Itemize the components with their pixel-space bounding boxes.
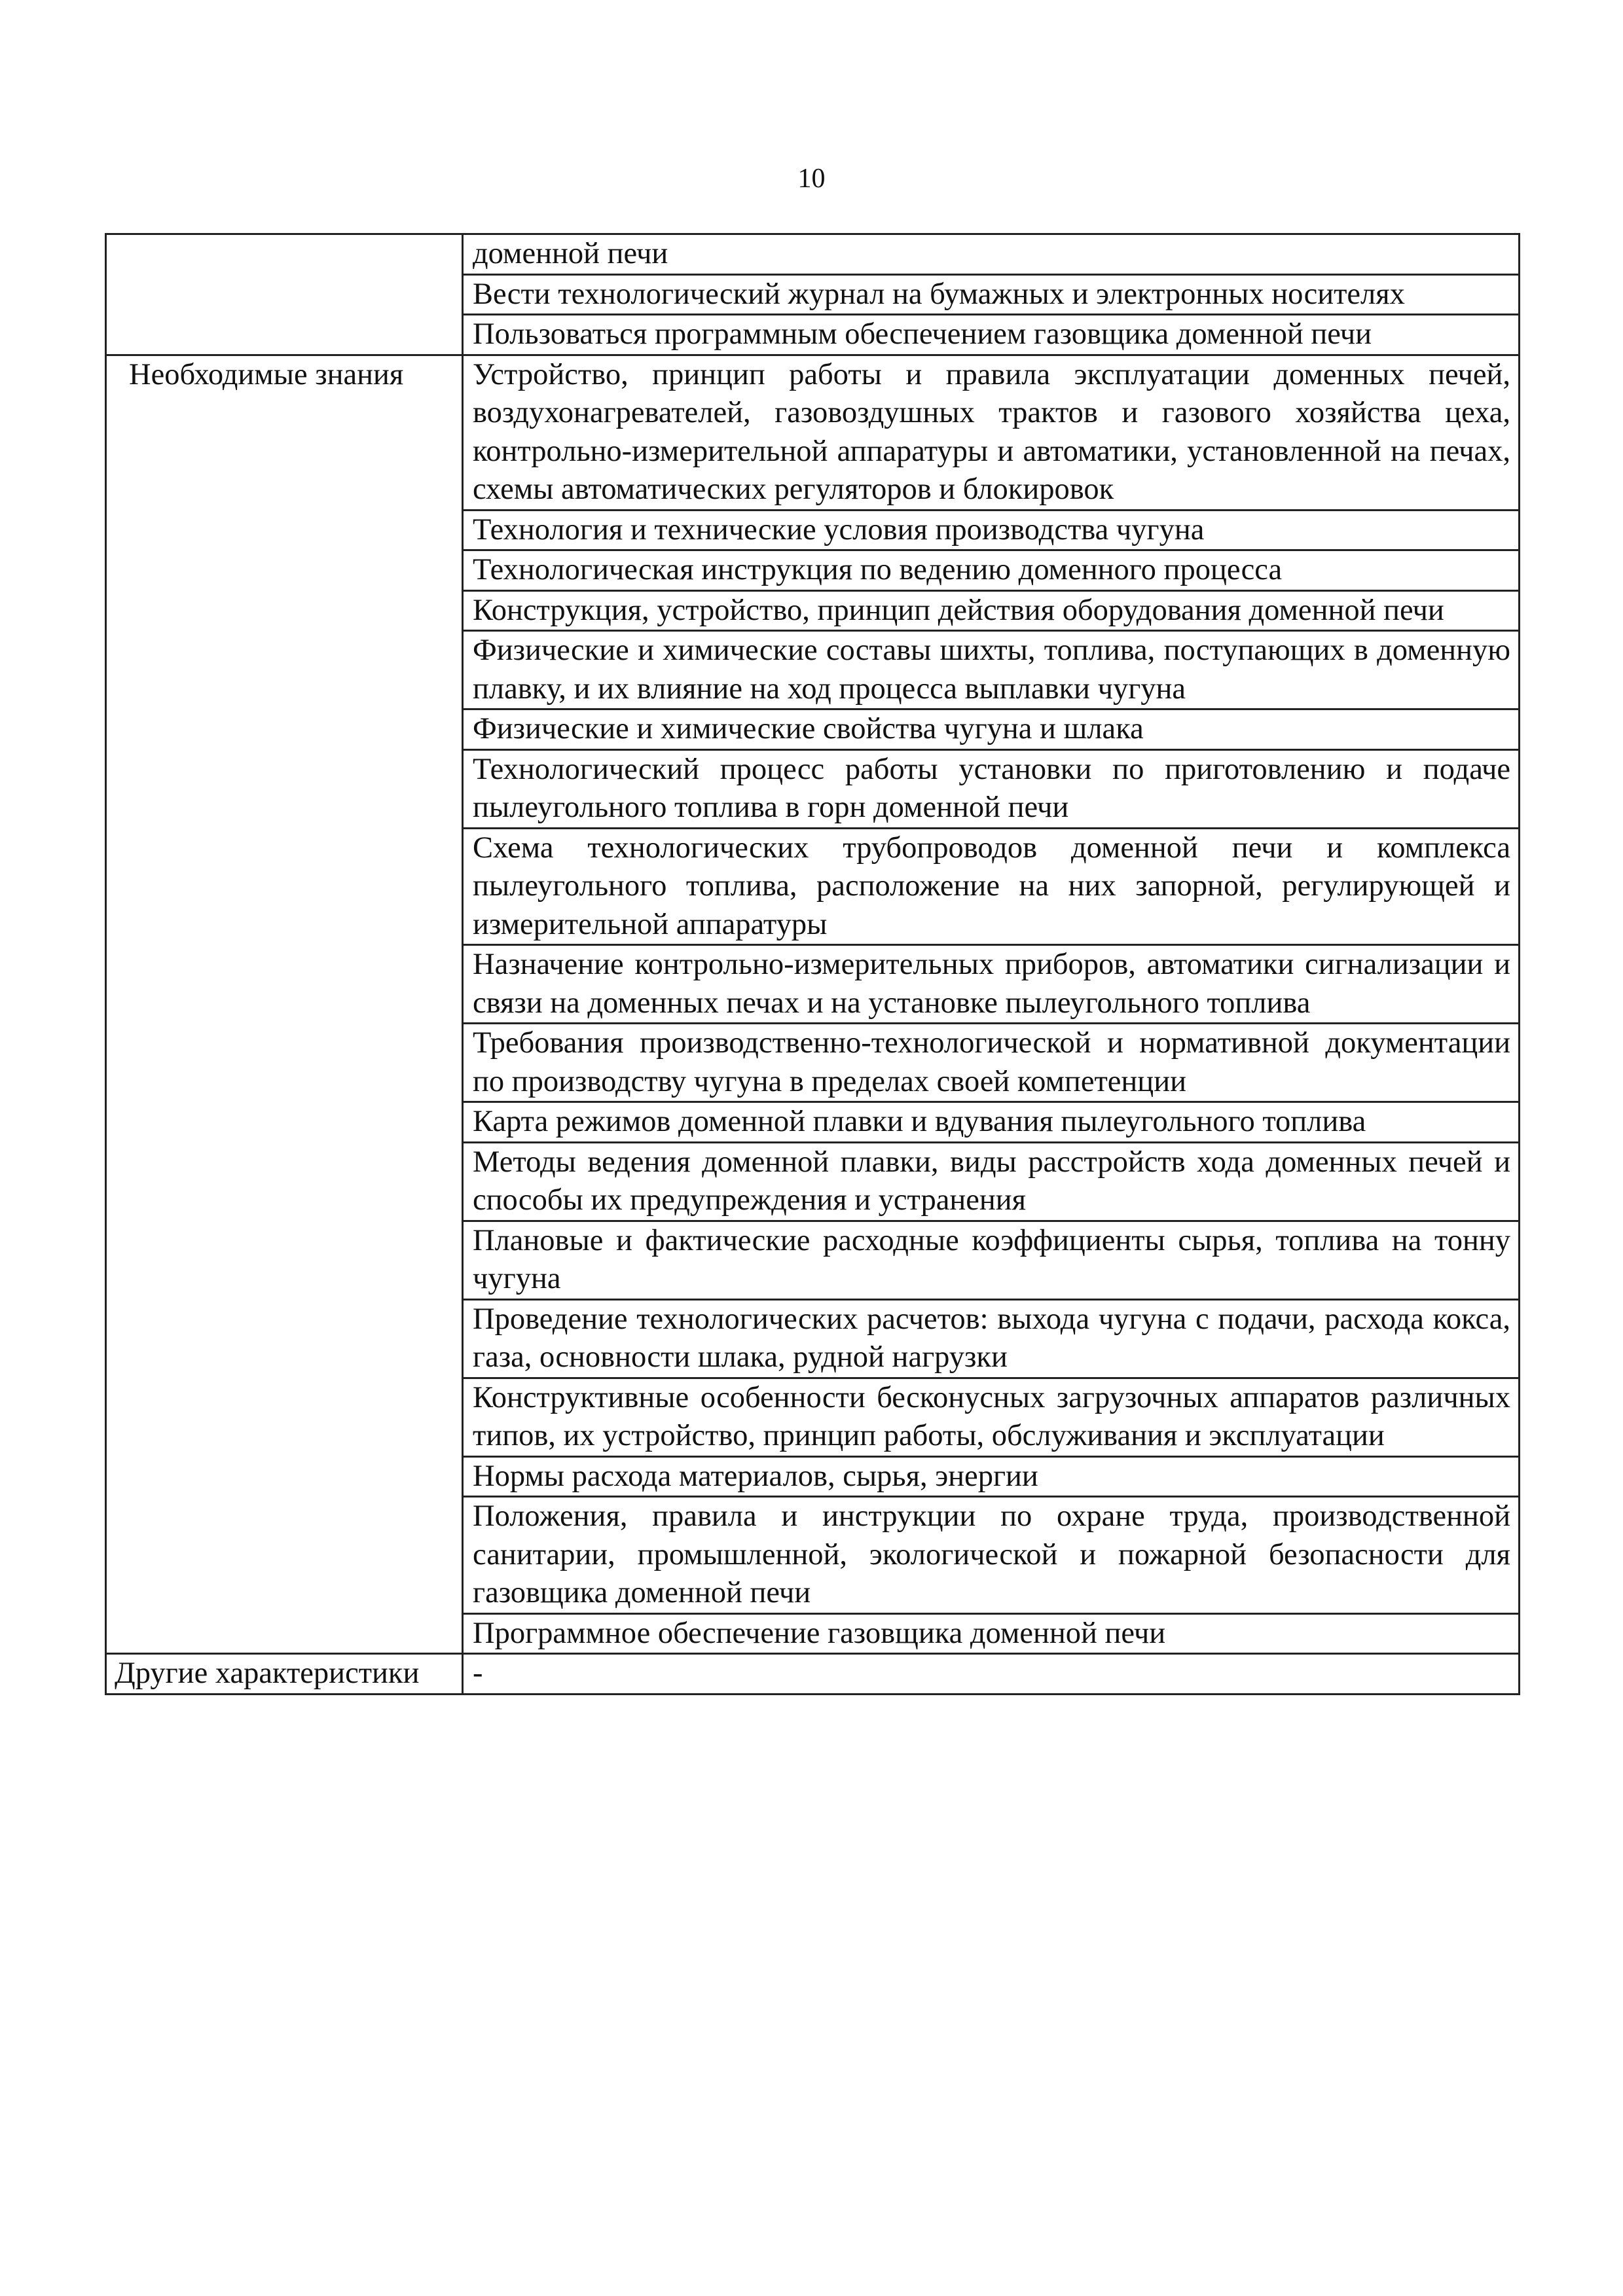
skill-cell: Пользоваться программным обеспечением газовщика доменной печи — [463, 315, 1520, 355]
knowledge-item: Технологическая инструкция по ведению доменного процесса — [463, 550, 1520, 591]
knowledge-item: Назначение контрольно-измерительных приборов, автоматики сигнализации и связи на доменных печах и на установке пылеугольного топлива — [463, 945, 1520, 1024]
knowledge-item: Положения, правила и инструкции по охране труда, производственной санитарии, промышленной, экологической и пожарной безопасности для газовщика доменной печи — [463, 1497, 1520, 1614]
other-label: Другие характеристики — [106, 1654, 463, 1695]
skill-cell: Вести технологический журнал на бумажных и электронных носителях — [463, 274, 1520, 315]
skills-label-cell — [106, 234, 463, 355]
knowledge-item: Плановые и фактические расходные коэффициенты сырья, топлива на тонну чугуна — [463, 1221, 1520, 1299]
table-row — [106, 234, 1520, 275]
table-row — [106, 355, 1520, 510]
knowledge-item: Нормы расхода материалов, сырья, энергии — [463, 1456, 1520, 1497]
knowledge-item: Проведение технологических расчетов: выхода чугуна с подачи, расхода кокса, газа, основности шлака, рудной нагрузки — [463, 1299, 1520, 1378]
page-number: 10 — [797, 164, 826, 194]
knowledge-item: Программное обеспечение газовщика доменной печи — [463, 1613, 1520, 1654]
skill-cell: доменной печи — [463, 234, 1520, 275]
other-value: - — [463, 1654, 1520, 1695]
knowledge-item: Физические и химические свойства чугуна и шлака — [463, 709, 1520, 750]
knowledge-item: Физические и химические составы шихты, топлива, поступающих в доменную плавку, и их влияние на ход процесса выплавки чугуна — [463, 631, 1520, 709]
knowledge-item: Устройство, принцип работы и правила эксплуатации доменных печей, воздухонагревателей, газовоздушных трактов и газового хозяйства цеха, контрольно-измерительной аппаратуры и автоматики, установленной на печах, схемы автоматических регуляторов и блокировок — [463, 355, 1520, 510]
knowledge-item: Карта режимов доменной плавки и вдувания пылеугольного топлива — [463, 1102, 1520, 1143]
knowledge-item: Конструктивные особенности бесконусных загрузочных аппаратов различных типов, их устройство, принцип работы, обслуживания и эксплуатации — [463, 1378, 1520, 1456]
knowledge-item: Схема технологических трубопроводов доменной печи и комплекса пылеугольного топлива, расположение на них запорной, регулирующей и измерительной аппаратуры — [463, 828, 1520, 945]
knowledge-item: Методы ведения доменной плавки, виды расстройств хода доменных печей и способы их предупреждения и устранения — [463, 1142, 1520, 1221]
knowledge-item: Требования производственно-технологической и нормативной документации по производству чугуна в пределах своей компетенции — [463, 1024, 1520, 1102]
knowledge-item: Технологический процесс работы установки по приготовлению и подаче пылеугольного топлива в горн доменной печи — [463, 749, 1520, 828]
knowledge-item: Конструкция, устройство, принцип действия оборудования доменной печи — [463, 590, 1520, 631]
table-row — [106, 1654, 1520, 1695]
knowledge-label: Необходимые знания — [106, 355, 463, 1654]
knowledge-item: Технология и технические условия производства чугуна — [463, 510, 1520, 550]
competency-table — [105, 233, 1520, 1695]
